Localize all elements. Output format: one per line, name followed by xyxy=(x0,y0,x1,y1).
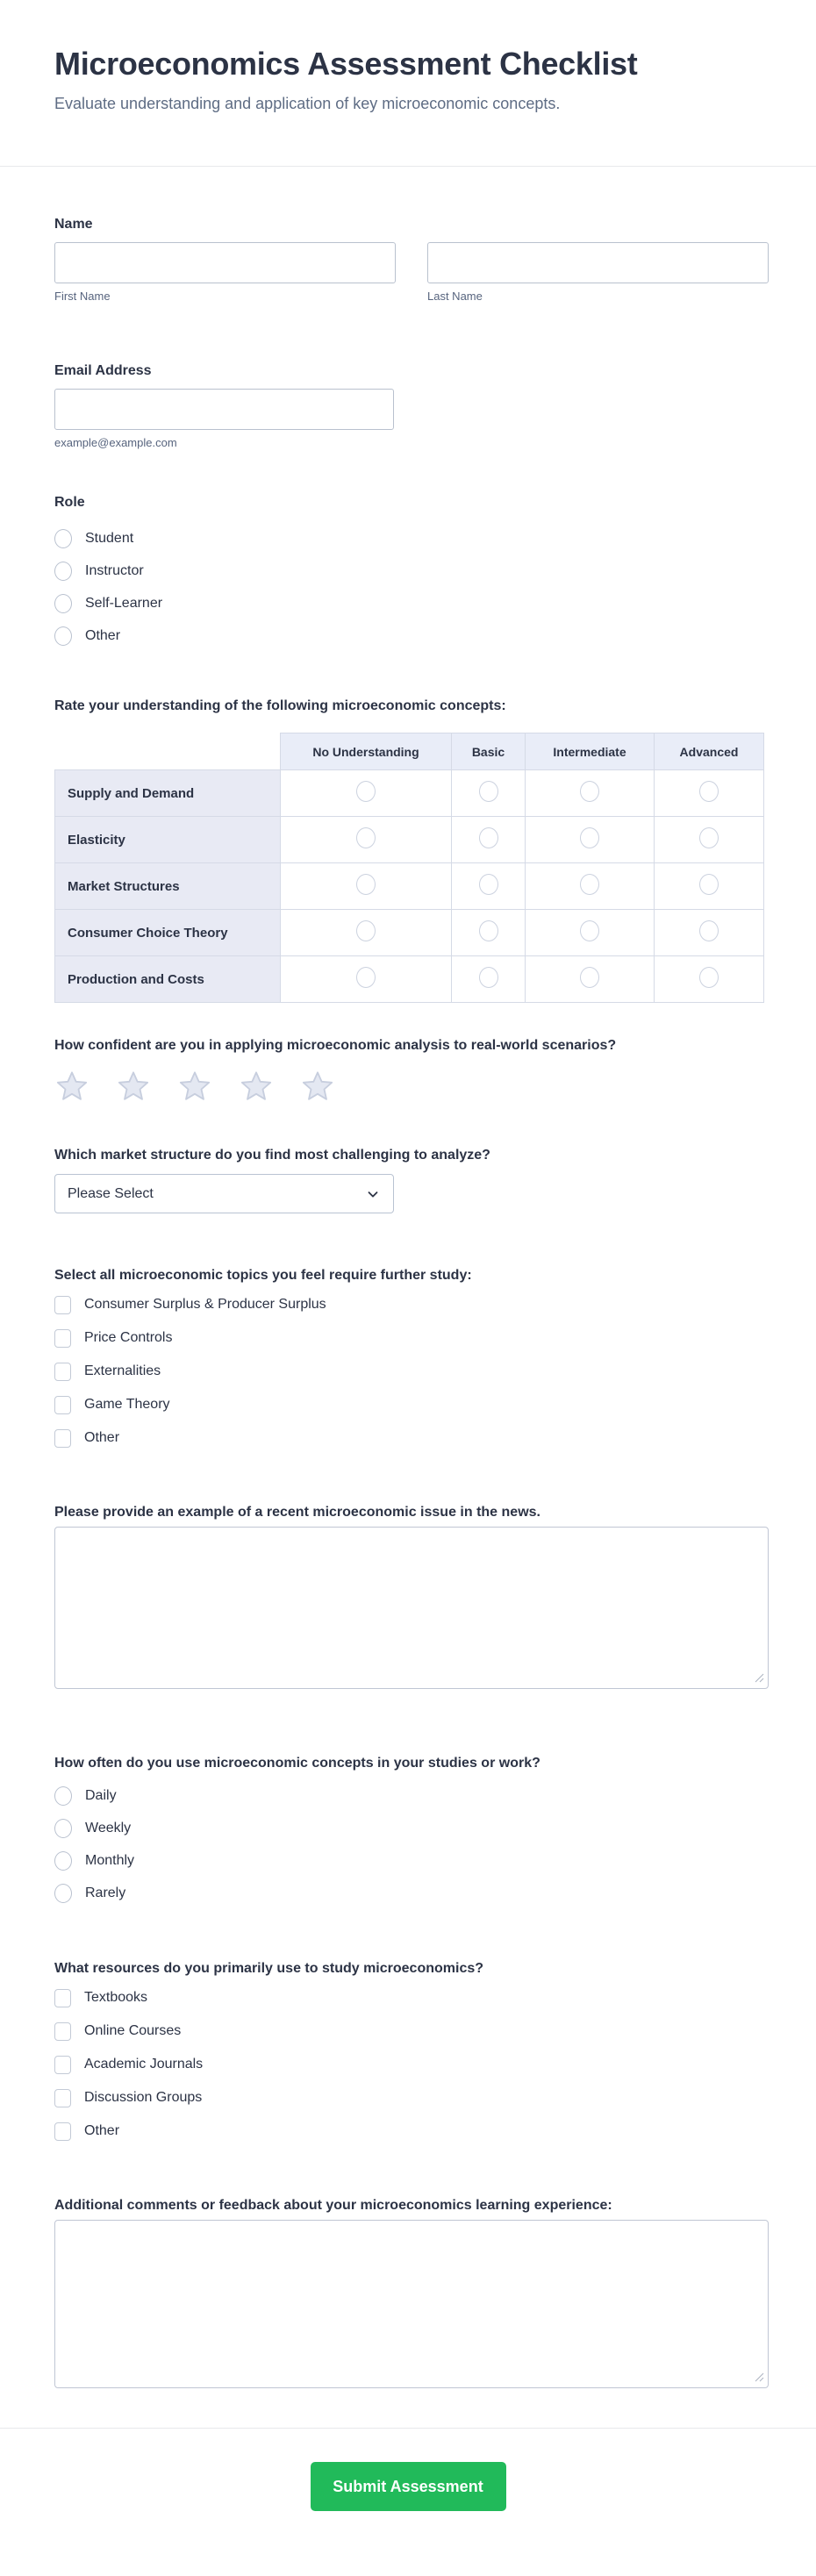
question-resources xyxy=(54,1960,769,2143)
role-option-student[interactable] xyxy=(54,527,769,550)
checkbox-icon[interactable] xyxy=(54,1429,71,1448)
news-example-label: Please provide an example of a recent microeconomic issue in the news. xyxy=(54,1505,540,1520)
checkbox-icon[interactable] xyxy=(54,1989,71,2007)
resources-label: What resources do you primarily use to study microeconomics? xyxy=(54,1961,484,1976)
matrix-corner-cell xyxy=(55,733,281,770)
radio-icon[interactable] xyxy=(580,781,599,802)
matrix-row-production-and-costs xyxy=(55,956,764,1003)
radio-icon[interactable] xyxy=(580,967,599,988)
option-label: Price Controls xyxy=(84,1330,173,1345)
matrix-cell[interactable] xyxy=(281,910,452,956)
matrix-cell[interactable] xyxy=(526,956,655,1003)
radio-icon[interactable] xyxy=(356,781,376,802)
topic-option-price-controls[interactable] xyxy=(54,1327,769,1349)
radio-icon[interactable] xyxy=(479,920,498,941)
email-sublabel: example@example.com xyxy=(54,436,177,449)
matrix-cell[interactable] xyxy=(526,770,655,817)
frequency-options xyxy=(54,1785,769,1905)
radio-icon[interactable] xyxy=(356,967,376,988)
radio-icon[interactable] xyxy=(699,827,719,848)
topic-option-externalities[interactable] xyxy=(54,1360,769,1383)
radio-icon[interactable] xyxy=(54,626,72,646)
option-label: Online Courses xyxy=(84,2023,182,2038)
first-name-col xyxy=(54,242,396,303)
matrix-row-label: Consumer Choice Theory xyxy=(55,910,281,956)
email-input-wrap xyxy=(54,389,394,449)
matrix-cell[interactable] xyxy=(281,863,452,910)
matrix-row-consumer-choice-theory xyxy=(55,910,764,956)
checkbox-icon[interactable] xyxy=(54,2022,71,2041)
role-option-self-learner[interactable] xyxy=(54,592,769,615)
name-label: Name xyxy=(54,217,93,232)
comments-textarea-wrap xyxy=(54,2220,769,2388)
matrix-row-label: Market Structures xyxy=(55,863,281,910)
option-label: Daily xyxy=(85,1788,117,1803)
matrix-row-label: Production and Costs xyxy=(55,956,281,1003)
radio-icon[interactable] xyxy=(54,594,72,613)
matrix-row-supply-and-demand xyxy=(55,770,764,817)
resource-option-academic-journals[interactable] xyxy=(54,2053,769,2076)
market-structure-label: Which market structure do you find most challenging to analyze? xyxy=(54,1148,490,1163)
last-name-sublabel: Last Name xyxy=(427,290,483,303)
resource-option-online-courses[interactable] xyxy=(54,2020,769,2043)
last-name-col xyxy=(427,242,769,303)
option-label: Other xyxy=(84,1430,120,1445)
matrix-cell[interactable] xyxy=(526,910,655,956)
role-label: Role xyxy=(54,495,85,510)
market-structure-select[interactable] xyxy=(54,1174,394,1213)
option-label: Game Theory xyxy=(84,1397,170,1412)
chevron-down-icon xyxy=(365,1186,381,1202)
radio-icon[interactable] xyxy=(54,1851,72,1871)
role-option-other[interactable] xyxy=(54,625,769,648)
role-options xyxy=(54,527,769,648)
radio-icon[interactable] xyxy=(699,781,719,802)
frequency-option-rarely[interactable] xyxy=(54,1882,769,1905)
first-name-sublabel: First Name xyxy=(54,290,111,303)
frequency-option-weekly[interactable] xyxy=(54,1817,769,1840)
option-label: Externalities xyxy=(84,1363,161,1378)
radio-icon[interactable] xyxy=(699,967,719,988)
radio-icon[interactable] xyxy=(699,920,719,941)
matrix-cell[interactable] xyxy=(452,863,526,910)
radio-icon[interactable] xyxy=(479,874,498,895)
question-news-example xyxy=(54,1504,769,1689)
matrix-cell[interactable] xyxy=(452,956,526,1003)
checkbox-icon[interactable] xyxy=(54,1396,71,1414)
matrix-cell[interactable] xyxy=(655,863,764,910)
radio-icon[interactable] xyxy=(54,562,72,581)
comments-textarea[interactable] xyxy=(54,2220,769,2388)
news-example-textarea-wrap xyxy=(54,1527,769,1689)
star-icon[interactable] xyxy=(300,1069,335,1104)
checkbox-icon[interactable] xyxy=(54,2122,71,2141)
question-name xyxy=(54,216,769,303)
frequency-option-monthly[interactable] xyxy=(54,1850,769,1872)
option-label: Other xyxy=(85,628,121,643)
option-label: Discussion Groups xyxy=(84,2090,203,2105)
resource-option-other[interactable] xyxy=(54,2120,769,2143)
radio-icon[interactable] xyxy=(479,781,498,802)
matrix-cell[interactable] xyxy=(281,956,452,1003)
form-header xyxy=(0,0,816,113)
matrix-col-header: Basic xyxy=(452,733,526,770)
option-label: Monthly xyxy=(85,1853,135,1868)
matrix-cell[interactable] xyxy=(655,770,764,817)
form-subtitle: Evaluate understanding and application of key microeconomic concepts. xyxy=(54,95,561,112)
submit-button[interactable]: Submit Assessment xyxy=(311,2462,506,2511)
option-label: Rarely xyxy=(85,1885,126,1900)
last-name-input[interactable] xyxy=(427,242,769,283)
resource-option-textbooks[interactable] xyxy=(54,1986,769,2009)
question-matrix xyxy=(54,698,769,1003)
first-name-input[interactable] xyxy=(54,242,396,283)
radio-icon[interactable] xyxy=(479,827,498,848)
matrix-cell[interactable] xyxy=(452,770,526,817)
form-body xyxy=(0,216,816,2388)
option-label: Instructor xyxy=(85,563,144,578)
header-divider xyxy=(0,166,816,167)
matrix-cell[interactable] xyxy=(655,956,764,1003)
radio-icon[interactable] xyxy=(699,874,719,895)
matrix-table xyxy=(54,733,764,1003)
question-topics xyxy=(54,1267,769,1449)
checkbox-icon[interactable] xyxy=(54,1363,71,1381)
checkbox-icon[interactable] xyxy=(54,2056,71,2074)
question-email xyxy=(54,362,769,449)
email-input[interactable] xyxy=(54,389,394,430)
matrix-row-market-structures xyxy=(55,863,764,910)
form-title: Microeconomics Assessment Checklist xyxy=(54,46,638,82)
radio-icon[interactable] xyxy=(580,827,599,848)
matrix-cell[interactable] xyxy=(281,817,452,863)
topic-option-game-theory[interactable] xyxy=(54,1393,769,1416)
option-label: Student xyxy=(85,531,134,546)
matrix-label: Rate your understanding of the following microeconomic concepts: xyxy=(54,698,506,713)
select-value: Please Select xyxy=(68,1185,154,1201)
radio-icon[interactable] xyxy=(580,920,599,941)
matrix-cell[interactable] xyxy=(281,770,452,817)
resource-option-discussion-groups[interactable] xyxy=(54,2086,769,2109)
news-example-textarea[interactable] xyxy=(54,1527,769,1689)
confidence-label: How confident are you in applying microeconomic analysis to real-world scenarios? xyxy=(54,1038,617,1053)
star-icon[interactable] xyxy=(116,1069,151,1104)
radio-icon[interactable] xyxy=(54,1786,72,1806)
comments-label: Additional comments or feedback about your microeconomics learning experience: xyxy=(54,2198,612,2213)
matrix-cell[interactable] xyxy=(452,817,526,863)
topics-label: Select all microeconomic topics you feel require further study: xyxy=(54,1268,472,1283)
question-comments xyxy=(54,2197,769,2388)
matrix-cell[interactable] xyxy=(526,863,655,910)
matrix-col-header: Advanced xyxy=(655,733,764,770)
matrix-row-label: Supply and Demand xyxy=(55,770,281,817)
option-label: Self-Learner xyxy=(85,596,163,611)
question-confidence xyxy=(54,1037,769,1104)
star-icon[interactable] xyxy=(54,1069,89,1104)
matrix-col-header: Intermediate xyxy=(526,733,655,770)
radio-icon[interactable] xyxy=(356,920,376,941)
option-label: Weekly xyxy=(85,1821,132,1835)
checkbox-icon[interactable] xyxy=(54,1329,71,1348)
email-label: Email Address xyxy=(54,363,152,378)
matrix-cell[interactable] xyxy=(655,817,764,863)
star-icon[interactable] xyxy=(239,1069,274,1104)
radio-icon[interactable] xyxy=(580,874,599,895)
topics-options xyxy=(54,1293,769,1449)
matrix-header-row xyxy=(55,733,764,770)
resources-options xyxy=(54,1986,769,2143)
question-frequency xyxy=(54,1755,769,1905)
topic-option-other[interactable] xyxy=(54,1427,769,1449)
question-role xyxy=(54,494,769,648)
option-label: Consumer Surplus & Producer Surplus xyxy=(84,1297,326,1312)
radio-icon[interactable] xyxy=(54,529,72,548)
topic-option-consumer-producer-surplus[interactable] xyxy=(54,1293,769,1316)
frequency-label: How often do you use microeconomic concepts in your studies or work? xyxy=(54,1756,540,1771)
option-label: Academic Journals xyxy=(84,2057,204,2072)
matrix-cell[interactable] xyxy=(526,817,655,863)
matrix-row-elasticity xyxy=(55,817,764,863)
star-rating xyxy=(54,1069,769,1104)
frequency-option-daily[interactable] xyxy=(54,1785,769,1807)
submit-row xyxy=(0,2429,816,2558)
option-label: Other xyxy=(84,2123,120,2138)
radio-icon[interactable] xyxy=(356,874,376,895)
role-option-instructor[interactable] xyxy=(54,560,769,583)
matrix-cell[interactable] xyxy=(655,910,764,956)
radio-icon[interactable] xyxy=(54,1884,72,1903)
matrix-col-header: No Understanding xyxy=(281,733,452,770)
matrix-row-label: Elasticity xyxy=(55,817,281,863)
name-inputs-row xyxy=(54,242,769,303)
checkbox-icon[interactable] xyxy=(54,1296,71,1314)
star-icon[interactable] xyxy=(177,1069,212,1104)
radio-icon[interactable] xyxy=(479,967,498,988)
radio-icon[interactable] xyxy=(356,827,376,848)
checkbox-icon[interactable] xyxy=(54,2089,71,2107)
option-label: Textbooks xyxy=(84,1990,148,2005)
radio-icon[interactable] xyxy=(54,1819,72,1838)
question-market-structure xyxy=(54,1147,769,1213)
matrix-cell[interactable] xyxy=(452,910,526,956)
